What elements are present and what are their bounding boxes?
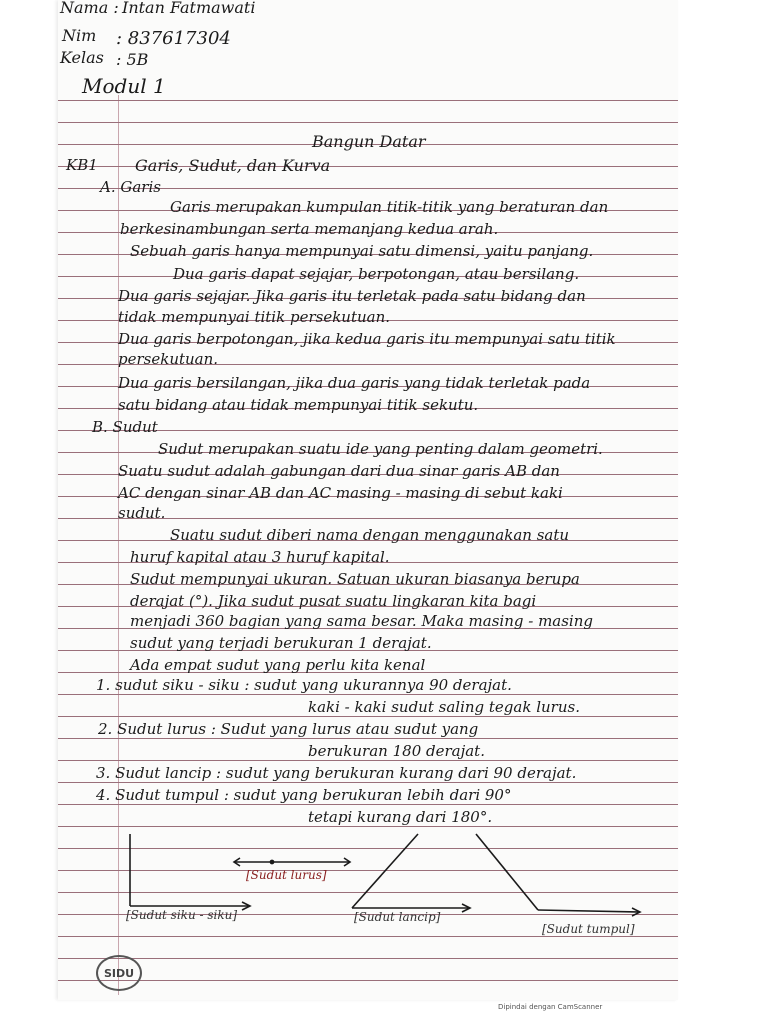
list-item-4: 4. Sudut tumpul : sudut yang berukuran lebih dari 90°: [96, 786, 512, 804]
right-angle-drawing: [130, 834, 250, 910]
list-item-3: 3. Sudut lancip : sudut yang berukuran kurang dari 90 derajat.: [96, 764, 577, 782]
ruled-line: [58, 738, 678, 739]
body-line: menjadi 360 bagian yang sama besar. Maka masing - masing: [130, 612, 593, 630]
section-b-title: B. Sudut: [92, 418, 158, 436]
body-line: Dua garis dapat sejajar, berpotongan, atau bersilang.: [173, 265, 580, 283]
obtuse-angle-drawing: [476, 834, 640, 916]
label-sudut-tumpul: [Sudut tumpul]: [542, 922, 635, 936]
body-line: AC dengan sinar AB dan AC masing - masing di sebut kaki: [118, 484, 563, 502]
body-line: Dua garis sejajar. Jika garis itu terletak pada satu bidang dan: [118, 287, 586, 305]
ruled-line: [58, 716, 678, 717]
brand-logo-stamp: SIDU: [96, 955, 142, 991]
nim-label: Nim: [62, 26, 97, 45]
body-line: sudut.: [118, 504, 166, 522]
body-line: Ada empat sudut yang perlu kita kenal: [130, 656, 426, 674]
body-line: tidak mempunyai titik persekutuan.: [118, 308, 390, 326]
ruled-line: [58, 122, 678, 123]
page-title: Bangun Datar: [312, 132, 426, 151]
ruled-line: [58, 694, 678, 695]
label-sudut-lancip: [Sudut lancip]: [354, 910, 441, 924]
list-item-2: 2. Sudut lurus : Sudut yang lurus atau sudut yang: [98, 720, 479, 738]
body-line: huruf kapital atau 3 huruf kapital.: [130, 548, 390, 566]
kb-title: Garis, Sudut, dan Kurva: [135, 156, 331, 175]
name-label: Nama :: [60, 0, 119, 17]
body-line: Dua garis bersilangan, jika dua garis yang tidak terletak pada: [118, 374, 591, 392]
ruled-line: [58, 980, 678, 981]
kelas-label: Kelas: [60, 48, 104, 67]
label-sudut-siku: [Sudut siku - siku]: [126, 908, 238, 922]
ruled-line: [58, 958, 678, 959]
nim-value: : 837617304: [116, 28, 231, 49]
ruled-line: [58, 782, 678, 783]
list-item-1-cont: kaki - kaki sudut saling tegak lurus.: [308, 698, 580, 716]
body-line: Sudut merupakan suatu ide yang penting dalam geometri.: [158, 440, 603, 458]
ruled-line: [58, 804, 678, 805]
kelas-value: : 5B: [116, 50, 149, 69]
body-line: Suatu sudut diberi nama dengan menggunakan satu: [170, 526, 570, 544]
name-value: Intan Fatmawati: [122, 0, 256, 17]
body-line: Dua garis berpotongan, jika kedua garis itu mempunyai satu titik: [118, 330, 616, 348]
label-sudut-lurus: [Sudut lurus]: [246, 868, 327, 882]
body-line: Sebuah garis hanya mempunyai satu dimensi, yaitu panjang.: [130, 242, 594, 260]
modul-title: Modul 1: [82, 74, 166, 98]
ruled-line: [58, 100, 678, 101]
section-a-title: A. Garis: [100, 178, 161, 196]
body-line: derajat (°). Jika sudut pusat suatu lingkaran kita bagi: [130, 592, 537, 610]
body-line: persekutuan.: [118, 350, 219, 368]
list-item-2-cont: berukuran 180 derajat.: [308, 742, 485, 760]
body-line: berkesinambungan serta memanjang kedua arah.: [120, 220, 499, 238]
ruled-line: [58, 760, 678, 761]
list-item-4-cont: tetapi kurang dari 180°.: [308, 808, 493, 826]
scanner-watermark: Dipindai dengan CamScanner: [498, 1003, 603, 1011]
body-line: Sudut mempunyai ukuran. Satuan ukuran biasanya berupa: [130, 570, 580, 588]
body-line: Garis merupakan kumpulan titik-titik yang beraturan dan: [170, 198, 609, 216]
body-line: satu bidang atau tidak mempunyai titik sekutu.: [118, 396, 479, 414]
list-item-1: 1. sudut siku - siku : sudut yang ukurannya 90 derajat.: [96, 676, 512, 694]
straight-angle-drawing: [234, 858, 350, 866]
acute-angle-drawing: [352, 834, 470, 912]
body-line: Suatu sudut adalah gabungan dari dua sinar garis AB dan: [118, 462, 560, 480]
kb-label: KB1: [66, 156, 98, 174]
body-line: sudut yang terjadi berukuran 1 derajat.: [130, 634, 432, 652]
